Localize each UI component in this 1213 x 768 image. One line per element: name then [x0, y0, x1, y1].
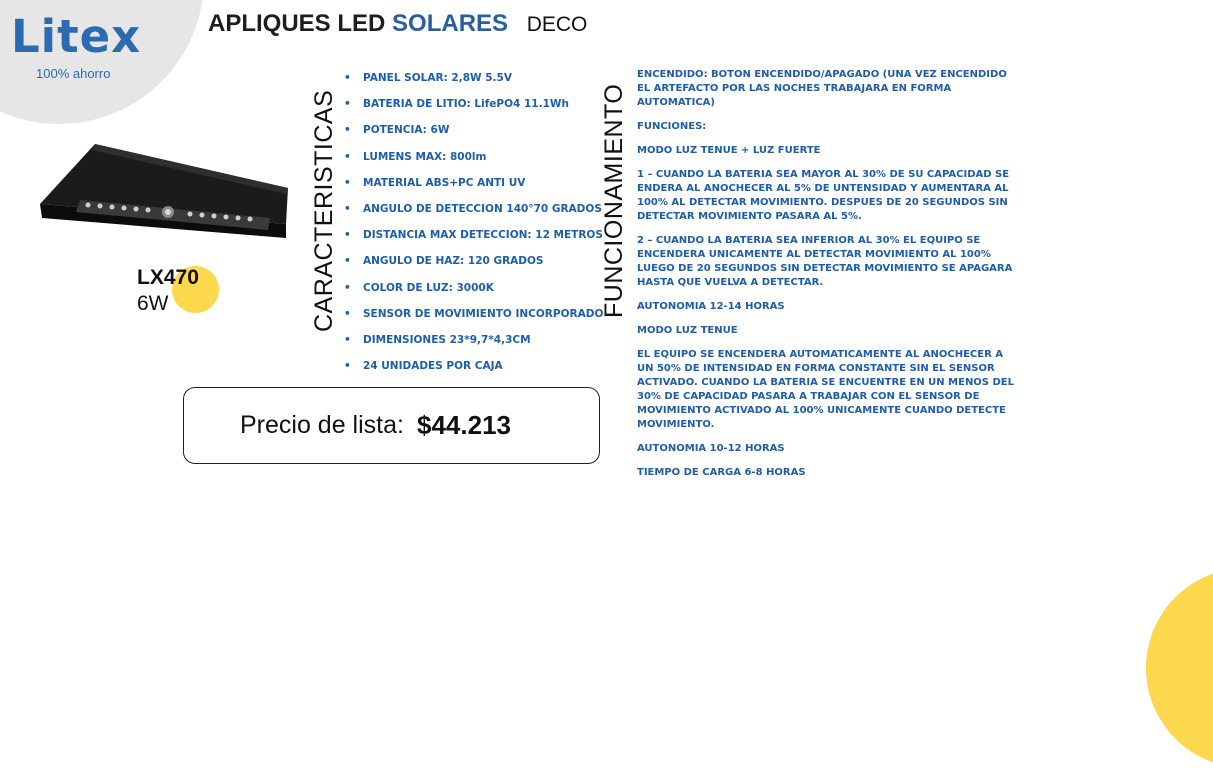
operation-paragraph: TIEMPO DE CARGA 6-8 HORAS — [637, 467, 806, 478]
operation-paragraph: EL EQUIPO SE ENCENDERA AUTOMATICAMENTE AL ANOCHECER A UN 50% DE INTENSIDAD EN FORMA CONSTANTE SIN EL SENSOR ACTIVADO. CUANDO LA BATERIA SE ENCUENTRE EN UN MENOS DEL 30% DE CAPACIDAD PASARA A TRABAJAR CON EL SENSOR DE MOVIMIENTO ACTIVADO AL 100% UNICAMENTE CUANDO DETECTE MOVIMIENTO. — [637, 349, 1014, 430]
spec-item: • SENSOR DE MOVIMIENTO INCORPORADO — [344, 307, 604, 320]
bottom-right-yellow-circle — [1146, 568, 1213, 768]
operation-paragraph: 2 – CUANDO LA BATERIA SEA INFERIOR AL 30% EL EQUIPO SE ENCENDERA UNICAMENTE AL DETECTAR MOVIMIENTO AL 100% LUEGO DE 20 SEGUNDOS SIN DETECTAR MOVIMIENTO SE APAGARA HASTA QUE VUELVA A DETECTAR. — [637, 235, 1013, 288]
spec-item: • LUMENS MAX: 800lm — [344, 150, 487, 163]
operation-heading: FUNCIONAMIENTO — [600, 83, 628, 318]
operation-paragraph: AUTONOMIA 10-12 HORAS — [637, 443, 785, 454]
spec-item: • DISTANCIA MAX DETECCION: 12 METROS — [344, 229, 603, 242]
title-suffix: DECO — [526, 13, 588, 36]
operation-paragraph: 1 – CUANDO LA BATERIA SEA MAYOR AL 30% DE SU CAPACIDAD SE ENDERA AL ANOCHECER AL 5% DE UNTENSIDAD Y AUMENTARA AL 100% AL DETECTAR MOVIMIENTO. DESPUES DE 20 SEGUNDOS SIN DETECTAR MOVIMIENTO PASARA AL 5%. — [637, 169, 1010, 222]
model-code: LX470 — [137, 266, 199, 289]
spec-item: • COLOR DE LUZ: 3000K — [344, 281, 494, 294]
title-main: APLIQUES LED — [208, 10, 386, 37]
operation-paragraph: ENCENDIDO: BOTON ENCENDIDO/APAGADO (UNA VEZ ENCENDIDO EL ARTEFACTO POR LAS NOCHES TRABAJARA EN FORMA AUTOMATICA) — [637, 69, 1007, 108]
solar-wall-light-image — [40, 138, 290, 242]
spec-item: • MATERIAL ABS+PC ANTI UV — [344, 176, 526, 189]
spec-item: • PANEL SOLAR: 2,8W 5.5V — [344, 72, 512, 84]
page-title — [208, 10, 587, 38]
model-wattage: 6W — [137, 292, 169, 315]
characteristics-list — [344, 72, 603, 386]
spec-item: • ANGULO DE DETECCION 140°70 GRADOS — [344, 202, 602, 215]
operation-paragraph: MODO LUZ TENUE + LUZ FUERTE — [637, 145, 821, 156]
spec-item: • BATERIA DE LITIO: LifePO4 11.1Wh — [344, 98, 569, 111]
logo-tagline: 100% ahorro — [36, 66, 111, 81]
operation-paragraph: AUTONOMIA 12-14 HORAS — [637, 301, 785, 312]
operation-paragraph: MODO LUZ TENUE — [637, 325, 738, 336]
operation-description — [637, 68, 1022, 490]
spec-item: • ANGULO DE HAZ: 120 GRADOS — [344, 255, 544, 268]
spec-item: • 24 UNIDADES POR CAJA — [344, 360, 503, 373]
spec-item: • POTENCIA: 6W — [344, 124, 450, 137]
operation-paragraph: FUNCIONES: — [637, 121, 707, 132]
logo-wordmark: Litex — [11, 10, 142, 63]
price-value: $44.213 — [417, 410, 511, 440]
spec-item: • DIMENSIONES 23*9,7*4,3CM — [344, 333, 531, 346]
title-accent: SOLARES — [392, 10, 509, 37]
price-box — [183, 387, 600, 464]
characteristics-heading: CARACTERISTICAS — [310, 89, 338, 332]
price-label: Precio de lista: — [240, 411, 404, 439]
